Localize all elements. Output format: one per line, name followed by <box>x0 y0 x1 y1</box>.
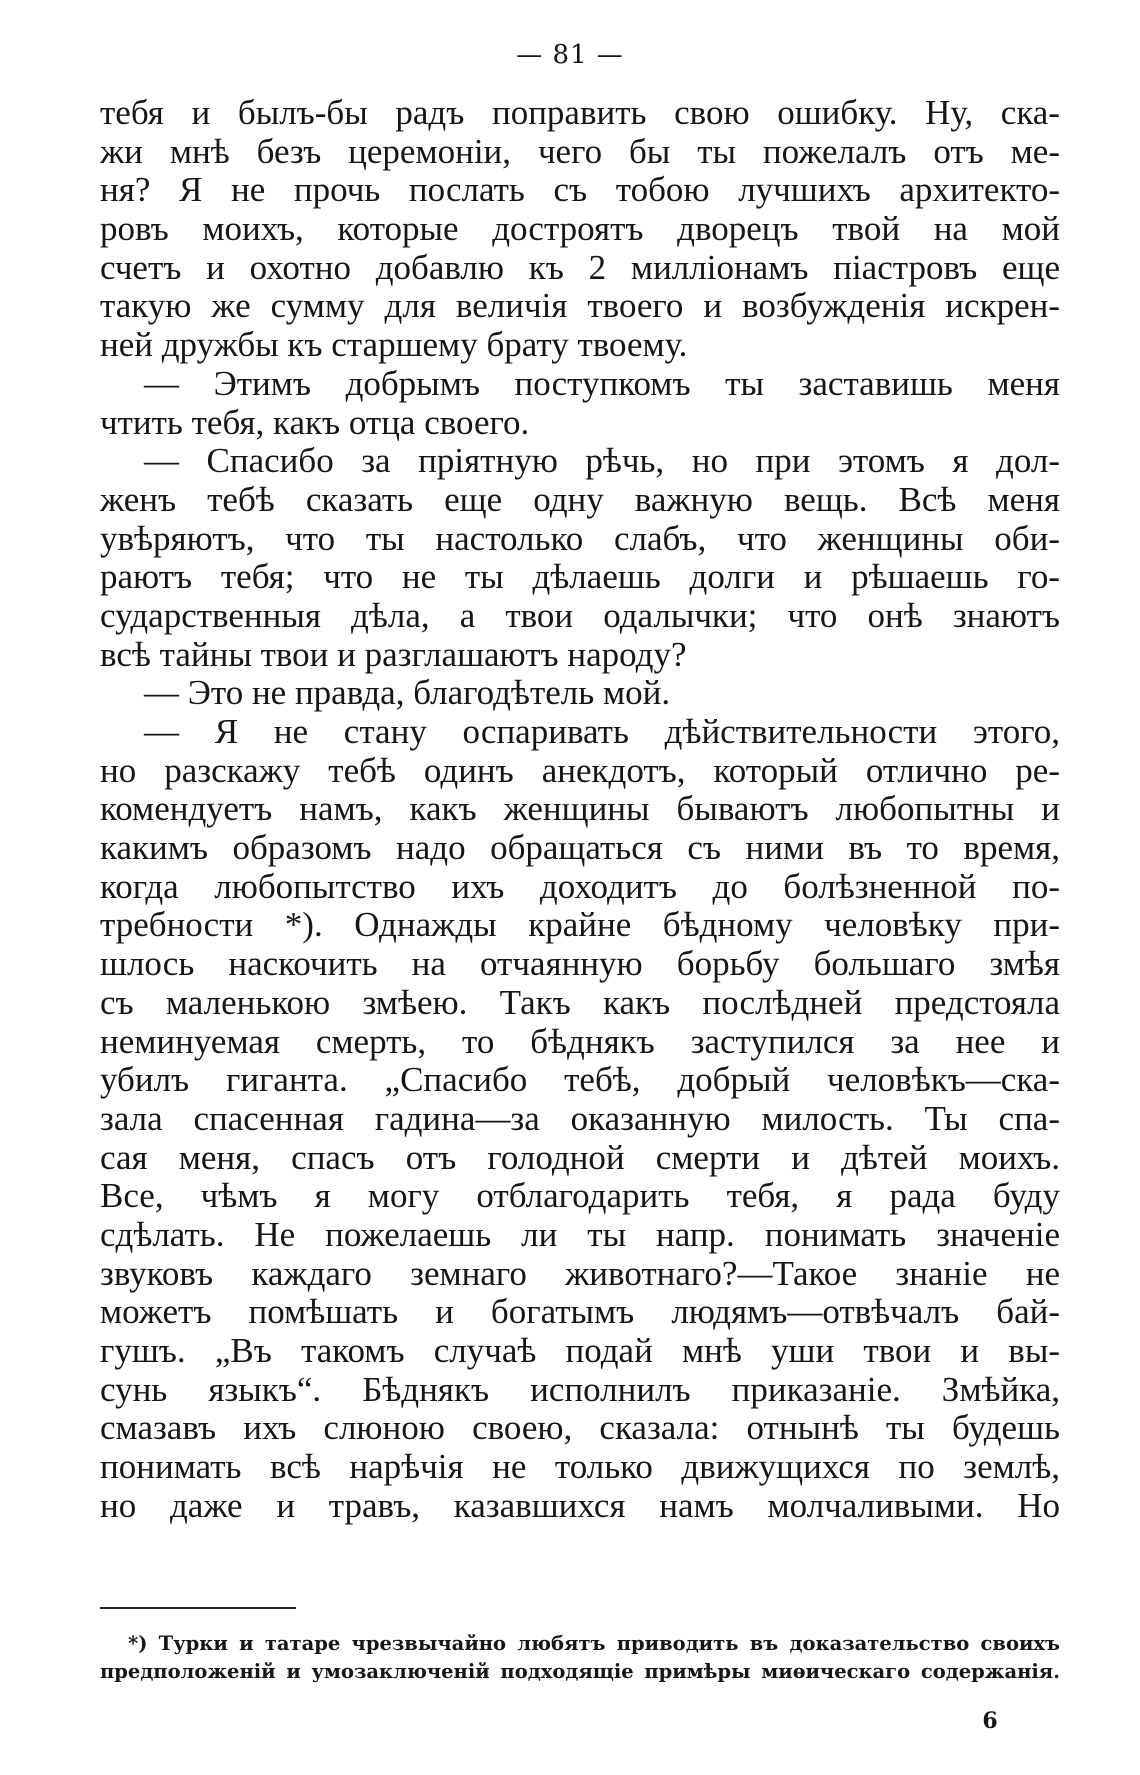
signature-mark: 6 <box>982 1708 998 1734</box>
body-text <box>100 94 1060 1525</box>
footnote-line: *) Турки и татаре чрезвычайно любятъ приводить въ доказательство своихъ <box>128 1632 1060 1655</box>
text-line: требности *). Однажды крайне бѣдному человѣку при- <box>100 905 1060 945</box>
text-line: когда любопытство ихъ доходитъ до болѣзненной по- <box>100 866 1060 906</box>
text-line: звуковъ каждаго земнаго животнаго?—Такое знаніе не <box>100 1253 1060 1293</box>
text-line: ней дружбы къ старшему брату твоему. <box>100 325 688 365</box>
text-line: какимъ образомъ надо обращаться съ ними въ то время, <box>100 828 1060 868</box>
text-line: но даже и травъ, казавшихся намъ молчаливыми. Но <box>100 1485 1060 1525</box>
page-number: — 81 — <box>516 40 624 70</box>
text-line: счетъ и охотно добавлю къ 2 милліонамъ піастровъ еще <box>100 247 1060 287</box>
text-line: — Спасибо за пріятную рѣчь, но при этомъ я дол- <box>144 441 1060 481</box>
text-line: — Это не правда, благодѣтель мой. <box>144 673 671 713</box>
text-line: комендуетъ намъ, какъ женщины бываютъ любопытны и <box>100 789 1060 829</box>
text-line: женъ тебѣ сказать еще одну важную вещь. Всѣ меня <box>100 479 1060 519</box>
text-line: тебя и былъ-бы радъ поправить свою ошибку. Ну, ска- <box>100 93 1060 132</box>
text-line: съ маленькою змѣею. Такъ какъ послѣдней предстояла <box>100 982 1060 1022</box>
text-line: неминуемая смерть, то бѣднякъ заступился за нее и <box>100 1021 1060 1061</box>
text-line: всѣ тайны твои и разглашаютъ народу? <box>100 634 687 674</box>
text-line: сая меня, спасъ отъ голодной смерти и дѣтей моихъ. <box>100 1137 1060 1177</box>
text-line: смазавъ ихъ слюною своею, сказала: отнынѣ ты будешь <box>100 1408 1060 1448</box>
text-line: увѣряютъ, что ты настолько слабъ, что женщины оби- <box>100 518 1060 558</box>
text-line: зала спасенная гадина—за оказанную милость. Ты спа- <box>100 1098 1060 1138</box>
text-line: но разскажу тебѣ одинъ анекдотъ, который отлично ре- <box>100 750 1060 790</box>
text-line: Все, чѣмъ я могу отблагодарить тебя, я рада буду <box>100 1176 1060 1216</box>
text-line: — Я не стану оспаривать дѣйствительности этого, <box>144 712 1060 751</box>
text-line: убилъ гиганта. „Спасибо тебѣ, добрый человѣкъ—ска- <box>100 1060 1060 1100</box>
text-line: понимать всѣ нарѣчія не только движущихся по землѣ, <box>100 1447 1060 1487</box>
footnote-line: предположеній и умозаключеній подходящіе примѣры миѳическаго содержанія. <box>100 1660 1060 1683</box>
text-line: шлось наскочить на отчаянную борьбу большаго змѣя <box>100 944 1060 984</box>
text-line: раютъ тебя; что не ты дѣлаешь долги и рѣшаешь го- <box>100 557 1060 597</box>
text-line: такую же сумму для величія твоего и возбужденія искрен- <box>100 286 1060 326</box>
text-line: ня? Я не прочь послать съ тобою лучшихъ архитекто- <box>100 170 1060 210</box>
text-line: можетъ помѣшать и богатымъ людямъ—отвѣчалъ бай- <box>100 1292 1060 1332</box>
footnote <box>100 1630 1060 1686</box>
text-line: ровъ моихъ, которые достроятъ дворецъ твой на мой <box>100 209 1060 249</box>
footnote-divider <box>100 1607 296 1609</box>
text-line: сдѣлать. Не пожелаешь ли ты напр. понимать значеніе <box>100 1214 1060 1254</box>
text-line: чтить тебя, какъ отца своего. <box>100 402 530 442</box>
text-line: гушъ. „Въ такомъ случаѣ подай мнѣ уши твои и вы- <box>100 1331 1060 1370</box>
text-line: жи мнѣ безъ церемоніи, чего бы ты пожелалъ отъ ме- <box>100 131 1060 171</box>
text-line: сударственныя дѣла, а твои одалычки; что онѣ знаютъ <box>100 595 1060 635</box>
text-line: сунь языкъ“. Бѣднякъ исполнилъ приказаніе. Змѣйка, <box>100 1369 1060 1409</box>
text-line: — Этимъ добрымъ поступкомъ ты заставишь меня <box>144 363 1060 403</box>
